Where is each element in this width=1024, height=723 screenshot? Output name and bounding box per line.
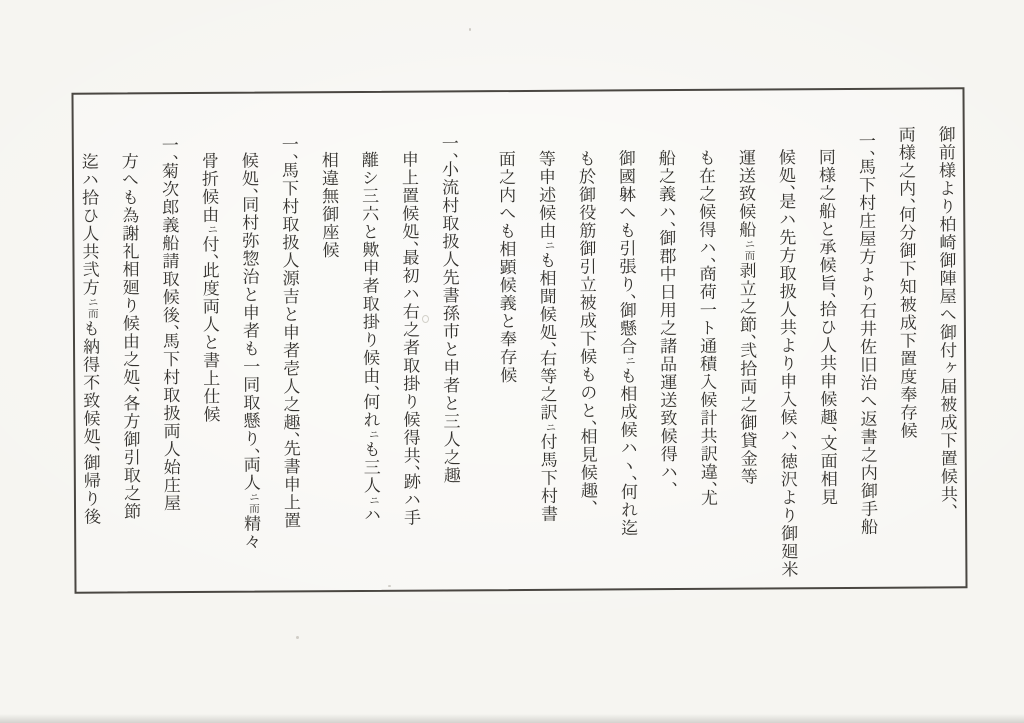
text-column	[695, 91, 717, 584]
ideographic-comma: 、	[80, 445, 100, 454]
text-column	[438, 92, 460, 585]
text-segment: 面之内へも相顕候義と奉存候	[495, 150, 517, 385]
text-column	[358, 93, 380, 586]
ideographic-comma: 、	[577, 419, 597, 428]
scan-speck	[296, 636, 299, 639]
text-segment: 一、馬下村庄屋方より石井佐旧治へ返書之内御手船	[855, 131, 878, 536]
ideographic-comma: 、	[817, 426, 837, 435]
text-column	[398, 93, 420, 586]
document-frame	[71, 87, 967, 593]
small-inline-kana: ニ	[544, 421, 556, 433]
text-segment: 迄ハ拾ひ人共弐方	[78, 152, 99, 297]
text-column	[535, 92, 557, 585]
text-segment: 付馬下村書	[537, 432, 558, 523]
ideographic-comma: 、	[657, 481, 677, 490]
small-inline-kana: ニ而	[247, 491, 260, 515]
ideographic-comma: 、	[280, 431, 300, 440]
text-column	[655, 91, 677, 584]
ideographic-comma: 、	[120, 386, 140, 395]
small-inline-kana: ニ	[367, 494, 380, 506]
text-segment: 船之義ハ、御郡中日用之諸品運送致候得ハ、	[655, 149, 677, 490]
text-segment: も相聞候処、右等之訳	[536, 251, 557, 422]
text-segment: 付、此度両人と書上仕候	[199, 235, 220, 424]
text-segment: 剥立之節、弐拾両之御貸金等	[736, 261, 757, 486]
text-column	[735, 91, 757, 584]
ideographic-comma: 、	[278, 153, 298, 162]
text-segment: も相成候ハヽ、何れ迄	[617, 366, 638, 537]
small-inline-kana: ニ	[206, 223, 218, 236]
scan-speck	[469, 28, 471, 31]
text-column	[198, 94, 220, 587]
ideographic-comma: 、	[158, 154, 178, 163]
ideographic-comma: 、	[616, 293, 636, 302]
text-column	[815, 90, 837, 583]
ideographic-comma: 、	[240, 447, 260, 456]
ideographic-comma: 、	[577, 499, 598, 508]
ideographic-comma: 、	[537, 341, 557, 350]
ideographic-comma: 、	[776, 184, 796, 193]
text-column	[238, 94, 260, 587]
ideographic-comma: 、	[736, 333, 757, 342]
ideographic-comma: 、	[438, 152, 458, 161]
text-segment: 骨折候由	[198, 151, 219, 224]
small-inline-kana: ニ而	[86, 296, 98, 320]
ideographic-comma: 、	[400, 464, 420, 473]
ideographic-comma: 、	[199, 253, 219, 262]
text-segment: 候処、是ハ先方取扱人共より申入候ハ、徳沢より御廻米	[775, 148, 798, 579]
text-segment: 同様之船と承候旨、拾ひ人共申候趣、文面相見	[815, 148, 838, 507]
text-segment: 精々	[241, 514, 261, 551]
text-segment: 御國躰へも引張り、御懸合	[615, 149, 637, 356]
text-column	[775, 90, 797, 583]
text-segment: 離シ三六と歟申者取掛り候由、何れ	[358, 150, 380, 429]
ideographic-comma: 、	[656, 221, 676, 230]
text-segment: 方へも為謝礼相廻り候由之処、各方御引取之節	[118, 152, 141, 521]
text-segment: 相違無御座候	[318, 151, 339, 260]
text-segment: 一、馬下村取扱人源吉と申者壱人之趣、先書申上置	[278, 135, 301, 530]
text-segment: 候処、同村弥惣治と申者も一同取懸り、両人	[238, 151, 260, 492]
text-segment: 一、菊次郎義船請取候後、馬下村取扱両人始庄屋	[158, 136, 181, 513]
ideographic-comma: 、	[816, 292, 836, 301]
text-segment: も在之候得ハ、商荷一ト通積入候計共訳違、尤	[695, 148, 718, 507]
ideographic-comma: 、	[896, 197, 916, 206]
small-inline-kana: ニ而	[743, 238, 755, 262]
small-inline-kana: ニ	[543, 239, 555, 252]
text-segment: ハ	[361, 505, 381, 524]
text-column	[575, 92, 597, 585]
text-column	[615, 91, 637, 584]
ideographic-comma: 、	[159, 324, 179, 333]
document-text	[73, 89, 965, 591]
text-segment: 申上置候処、最初ハ右之者取掛り候得共、跡ハ手	[398, 150, 421, 527]
ideographic-comma: 、	[855, 149, 875, 158]
text-segment: 両様之内、何分御下知被成下置度奉存候	[895, 125, 917, 440]
text-column	[935, 89, 957, 582]
ideographic-comma: 、	[399, 240, 419, 249]
text-column	[495, 92, 517, 585]
small-inline-kana: ニ	[624, 355, 636, 367]
text-segment: も三人	[360, 440, 380, 495]
text-segment: 一、小流村取扱人先書孫市と申者と三人之趣	[438, 134, 460, 485]
ideographic-comma: 、	[360, 384, 380, 393]
scan-edge-shadow	[0, 714, 1024, 723]
text-segment: 等申述候由	[535, 149, 556, 240]
text-column	[78, 95, 100, 588]
text-segment: も於御役筋御引立被成下候ものと、相見候趣、	[575, 149, 598, 508]
text-column	[895, 90, 917, 583]
ideographic-comma: 、	[617, 474, 637, 483]
text-column	[318, 93, 340, 586]
text-column	[158, 94, 180, 587]
ideographic-comma: 、	[697, 480, 717, 489]
ideographic-comma: 、	[938, 503, 958, 512]
text-column	[278, 93, 300, 586]
text-segment: 運送致候船	[735, 148, 756, 239]
ideographic-comma: 、	[239, 187, 259, 196]
text-segment: 御前様より柏崎御陣屋へ御付ヶ届被成下置候共、	[935, 125, 958, 512]
text-column	[855, 90, 877, 583]
text-segment: も納得不致候処、御帰り後	[79, 319, 101, 526]
text-column	[118, 94, 140, 587]
ideographic-comma: 、	[777, 444, 797, 453]
ideographic-comma: 、	[696, 256, 716, 265]
small-inline-kana: ニ	[367, 428, 379, 441]
